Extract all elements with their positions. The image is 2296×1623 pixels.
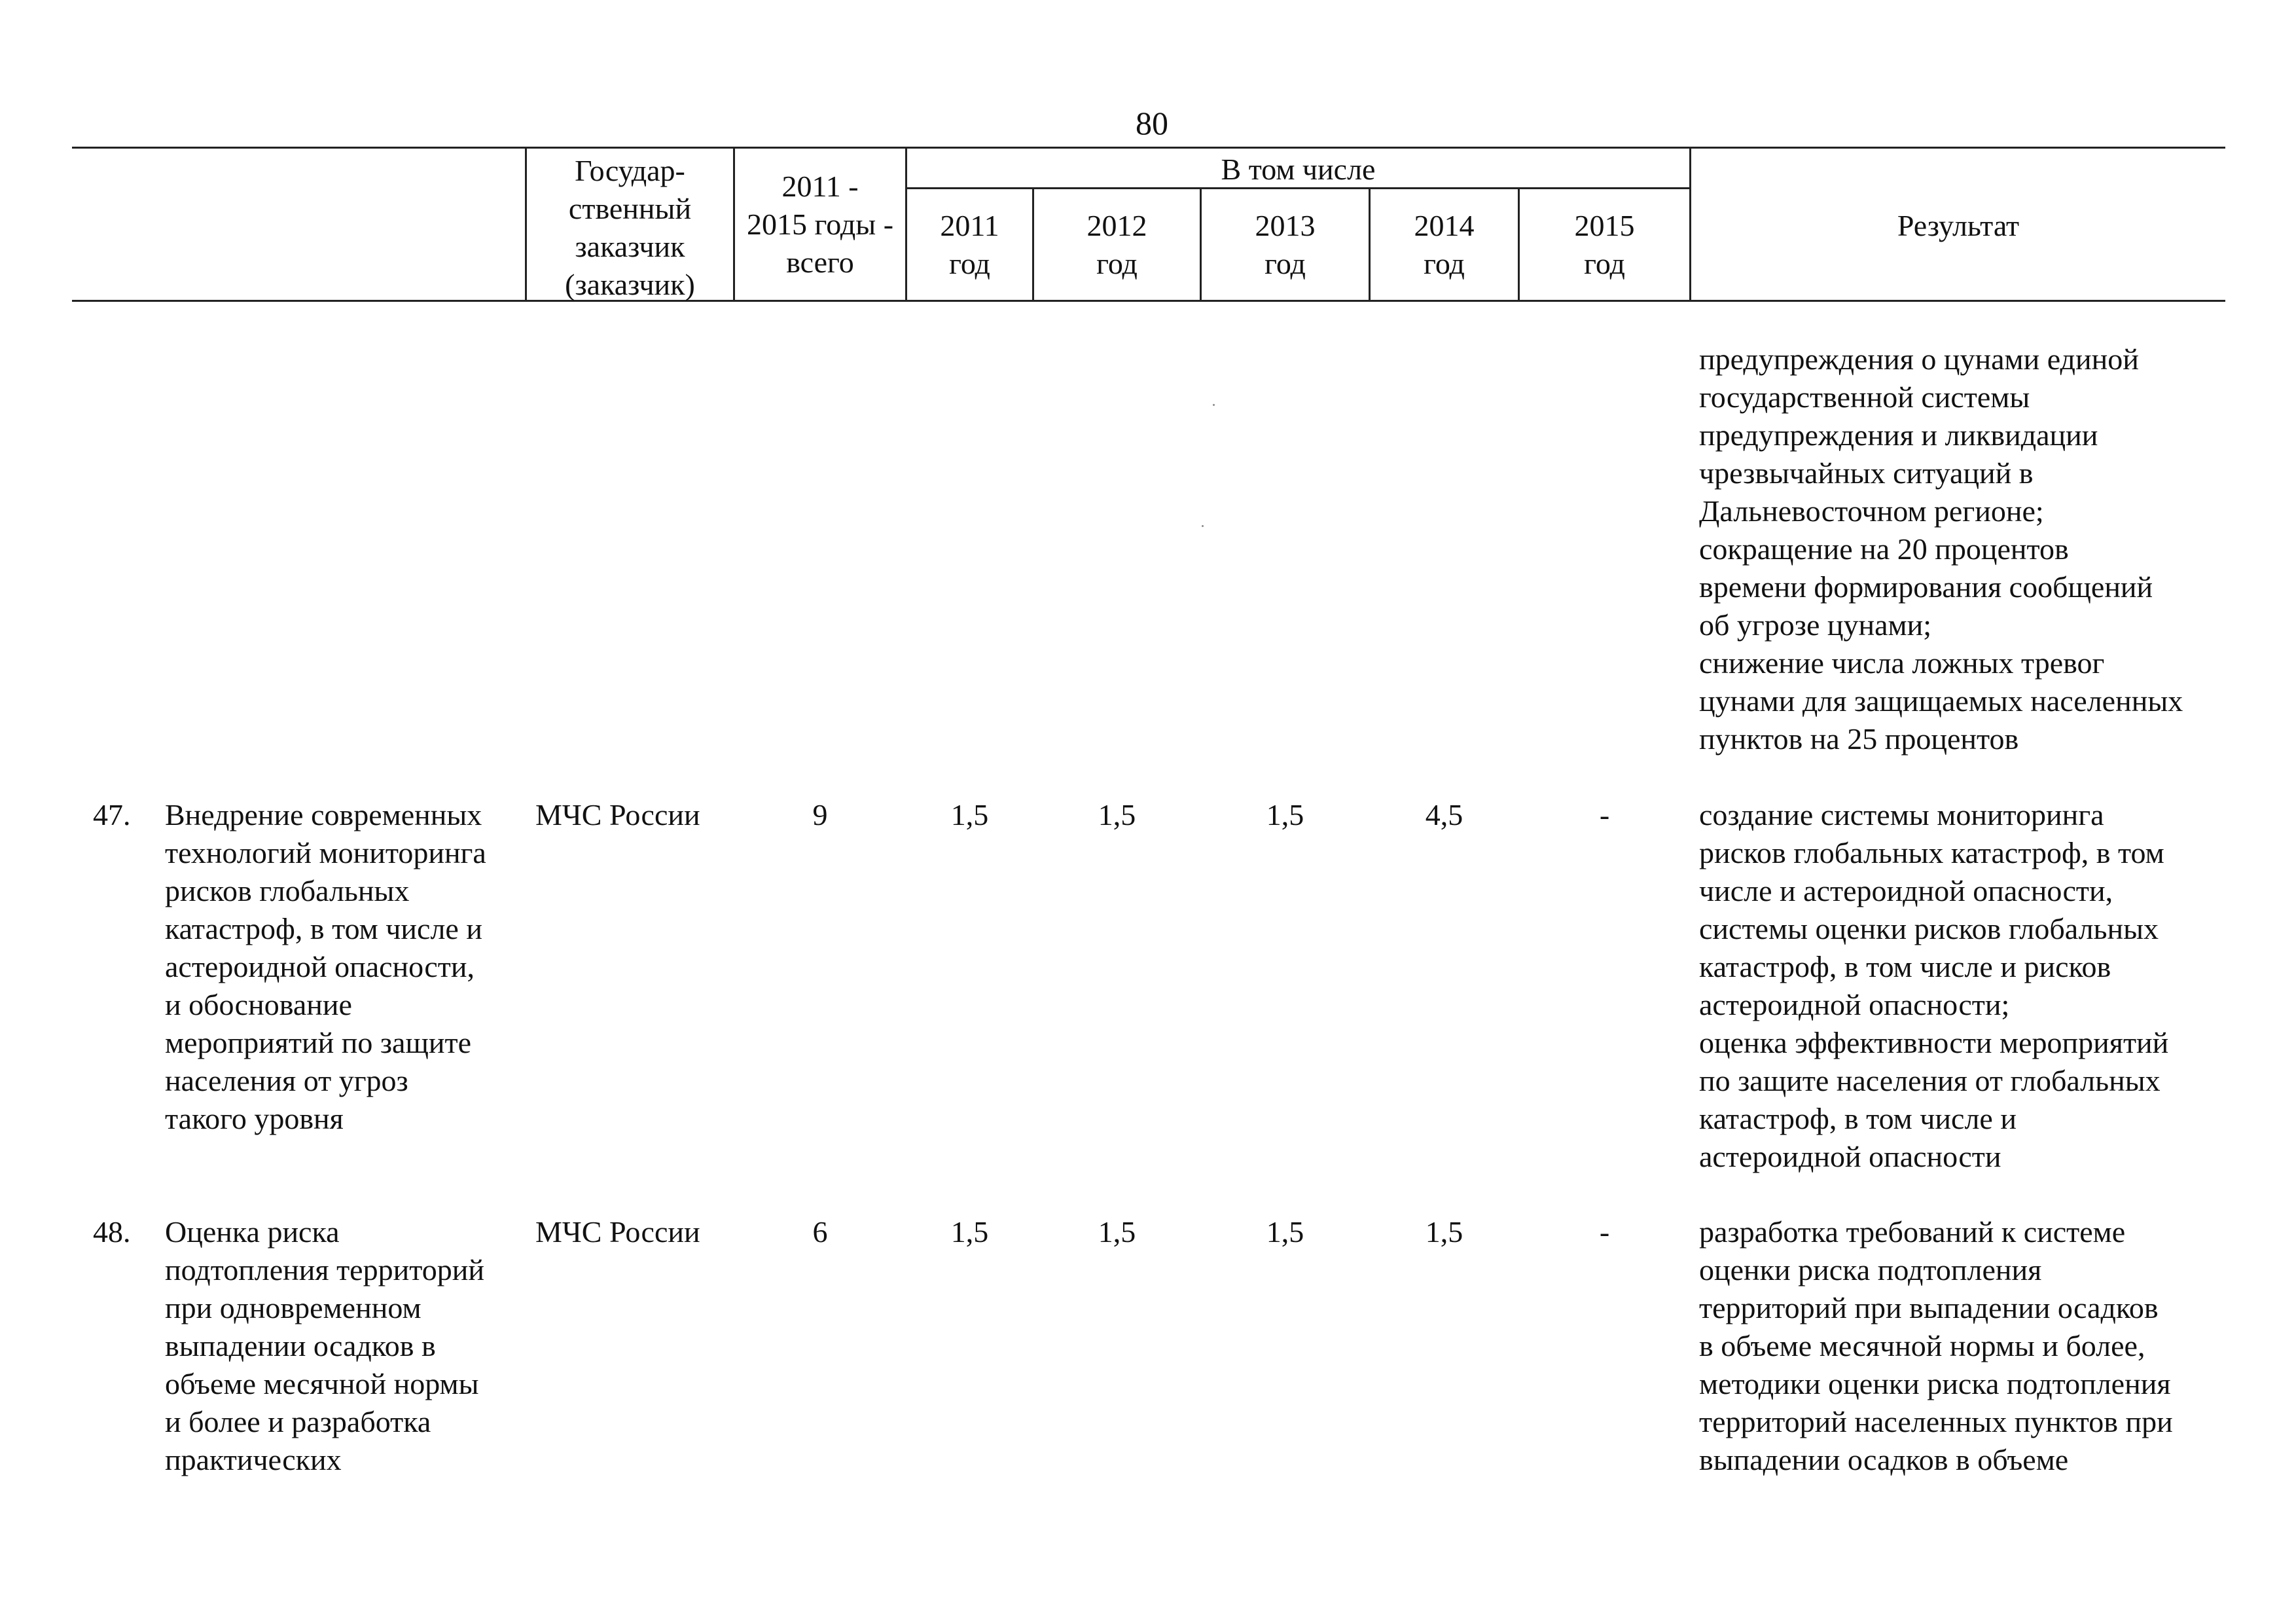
row-47-value-2011: 1,5 <box>950 798 989 831</box>
row-48-value-2013: 1,5 <box>1266 1215 1304 1249</box>
row-48-value-2012: 1,5 <box>1098 1215 1136 1249</box>
header-customer: Государ- ственный заказчик (заказчик) <box>565 154 695 301</box>
row-47-number: 47. <box>93 798 131 831</box>
row-47-name: Внедрение современных технологий мониторинга рисков глобальных катастроф, в том числе и астероидной опасности, и обоснование мероприятий по защите населения от угроз такого уровня <box>165 798 486 1135</box>
row-48-value-2011: 1,5 <box>950 1215 989 1249</box>
row-48-result: разработка требований к системе оценки риска подтопления территорий при выпадении осадков в объеме месячной нормы и более, методики оценки риска подтопления территорий населенных пунктов при выпадении осадков в объеме <box>1699 1215 2173 1476</box>
header-including: В том числе <box>1221 153 1376 186</box>
header-year-2014: 2014 год <box>1414 209 1475 280</box>
header-year-2012: 2012 год <box>1086 209 1147 280</box>
page-number: 80 <box>1136 105 1168 141</box>
table-top-rule <box>72 147 2225 149</box>
scan-speck <box>1213 404 1215 406</box>
row-47-value-2012: 1,5 <box>1098 798 1136 831</box>
row-48-total: 6 <box>812 1215 828 1249</box>
row-47-total: 9 <box>812 798 828 831</box>
row-48-value-2014: 1,5 <box>1425 1215 1463 1249</box>
row-47-value-2014: 4,5 <box>1425 798 1463 831</box>
row-47-value-2015: - <box>1599 798 1610 831</box>
row-48-number: 48. <box>93 1215 131 1249</box>
header-result: Результат <box>1897 209 2020 242</box>
header-year-2013: 2013 год <box>1255 209 1316 280</box>
row-48-value-2015: - <box>1599 1215 1610 1249</box>
header-year-2011: 2011 год <box>940 209 999 280</box>
row-47-customer: МЧС России <box>535 798 700 831</box>
row-48-name: Оценка риска подтопления территорий при одновременном выпадении осадков в объеме месячной нормы и более и разработка практических <box>165 1215 484 1476</box>
header-year-2015: 2015 год <box>1574 209 1635 280</box>
continuation-result-text: предупреждения о цунами единой государственной системы предупреждения и ликвидации чрезвычайных ситуаций в Дальневосточном регионе; сокращение на 20 процентов времени формирования сообщений об угрозе цунами; снижение числа ложных тревог цунами для защищаемых населенных пунктов на 25 процентов <box>1699 342 2183 756</box>
scan-speck <box>1202 525 1204 527</box>
row-47-value-2013: 1,5 <box>1266 798 1304 831</box>
row-47-result: создание системы мониторинга рисков глобальных катастроф, в том числе и астероидной опасности, системы оценки рисков глобальных катастроф, в том числе и рисков астероидной опасности; оценка эффективности мероприятий по защите населения от глобальных катастроф, в том числе и астероидной опасности <box>1699 798 2169 1173</box>
header-bottom-rule <box>72 300 2225 302</box>
row-48-customer: МЧС России <box>535 1215 700 1249</box>
header-total: 2011 - 2015 годы - всего <box>746 170 894 279</box>
